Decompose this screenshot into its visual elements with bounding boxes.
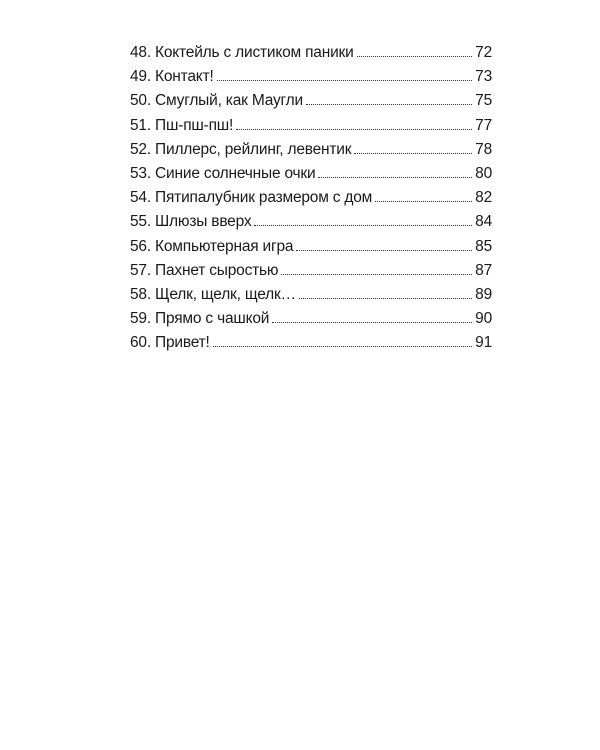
toc-entry-page: 72 bbox=[475, 44, 492, 61]
toc-entry-title: 59. Прямо с чашкой bbox=[130, 310, 270, 328]
toc-dot-leader bbox=[213, 346, 472, 347]
toc-entry bbox=[130, 165, 492, 189]
toc-entry bbox=[130, 44, 492, 68]
toc-dot-leader bbox=[281, 274, 472, 275]
toc-entry bbox=[130, 286, 492, 310]
toc-dot-leader bbox=[318, 177, 472, 178]
toc-entry-page: 87 bbox=[475, 261, 492, 279]
toc-entry-page: 78 bbox=[475, 140, 492, 158]
toc-entry-title: 50. Смуглый, как Маугли bbox=[130, 92, 303, 110]
toc-entry bbox=[130, 334, 492, 358]
toc-entry-page: 91 bbox=[475, 334, 492, 352]
toc-dot-leader bbox=[254, 225, 472, 226]
toc-entry bbox=[130, 92, 492, 116]
toc-entry-title: 51. Пш-пш-пш! bbox=[130, 116, 234, 134]
toc-entry-page: 84 bbox=[475, 213, 492, 231]
toc-entry-title: 49. Контакт! bbox=[130, 68, 214, 86]
toc-entry-title: 56. Компьютерная игра bbox=[130, 237, 294, 255]
toc-entry bbox=[130, 117, 492, 141]
toc-entry-title: 54. Пятипалубник размером с дом bbox=[130, 189, 373, 207]
table-of-contents bbox=[130, 44, 492, 358]
toc-dot-leader bbox=[296, 250, 472, 251]
toc-dot-leader bbox=[357, 56, 472, 57]
toc-entry-page: 77 bbox=[475, 116, 492, 134]
toc-entry-page: 75 bbox=[475, 92, 492, 110]
toc-entry bbox=[130, 310, 492, 334]
toc-entry bbox=[130, 189, 492, 213]
toc-entry bbox=[130, 262, 492, 286]
toc-dot-leader bbox=[217, 80, 472, 81]
toc-entry-title: 48. Коктейль с листиком паники bbox=[130, 44, 354, 61]
toc-entry-title: 52. Пиллерс, рейлинг, левентик bbox=[130, 140, 352, 158]
toc-dot-leader bbox=[272, 322, 472, 323]
toc-entry-title: 57. Пахнет сыростью bbox=[130, 261, 279, 279]
toc-entry-title: 55. Шлюзы вверх bbox=[130, 213, 252, 231]
toc-entry-page: 89 bbox=[475, 285, 492, 303]
toc-dot-leader bbox=[306, 104, 472, 105]
toc-dot-leader bbox=[375, 201, 472, 202]
toc-dot-leader bbox=[354, 153, 472, 154]
toc-entry bbox=[130, 68, 492, 92]
toc-entry-page: 73 bbox=[475, 68, 492, 86]
toc-entry bbox=[130, 238, 492, 262]
toc-entry-page: 80 bbox=[475, 164, 492, 182]
toc-entry bbox=[130, 213, 492, 237]
toc-entry-title: 53. Синие солнечные очки bbox=[130, 164, 316, 182]
toc-entry bbox=[130, 141, 492, 165]
toc-entry-title: 58. Щелк, щелк, щелк… bbox=[130, 285, 296, 303]
toc-dot-leader bbox=[299, 298, 472, 299]
toc-entry-page: 90 bbox=[475, 310, 492, 328]
toc-entry-title: 60. Привет! bbox=[130, 334, 210, 352]
toc-dot-leader bbox=[236, 129, 472, 130]
toc-entry-page: 82 bbox=[475, 189, 492, 207]
toc-entry-page: 85 bbox=[475, 237, 492, 255]
